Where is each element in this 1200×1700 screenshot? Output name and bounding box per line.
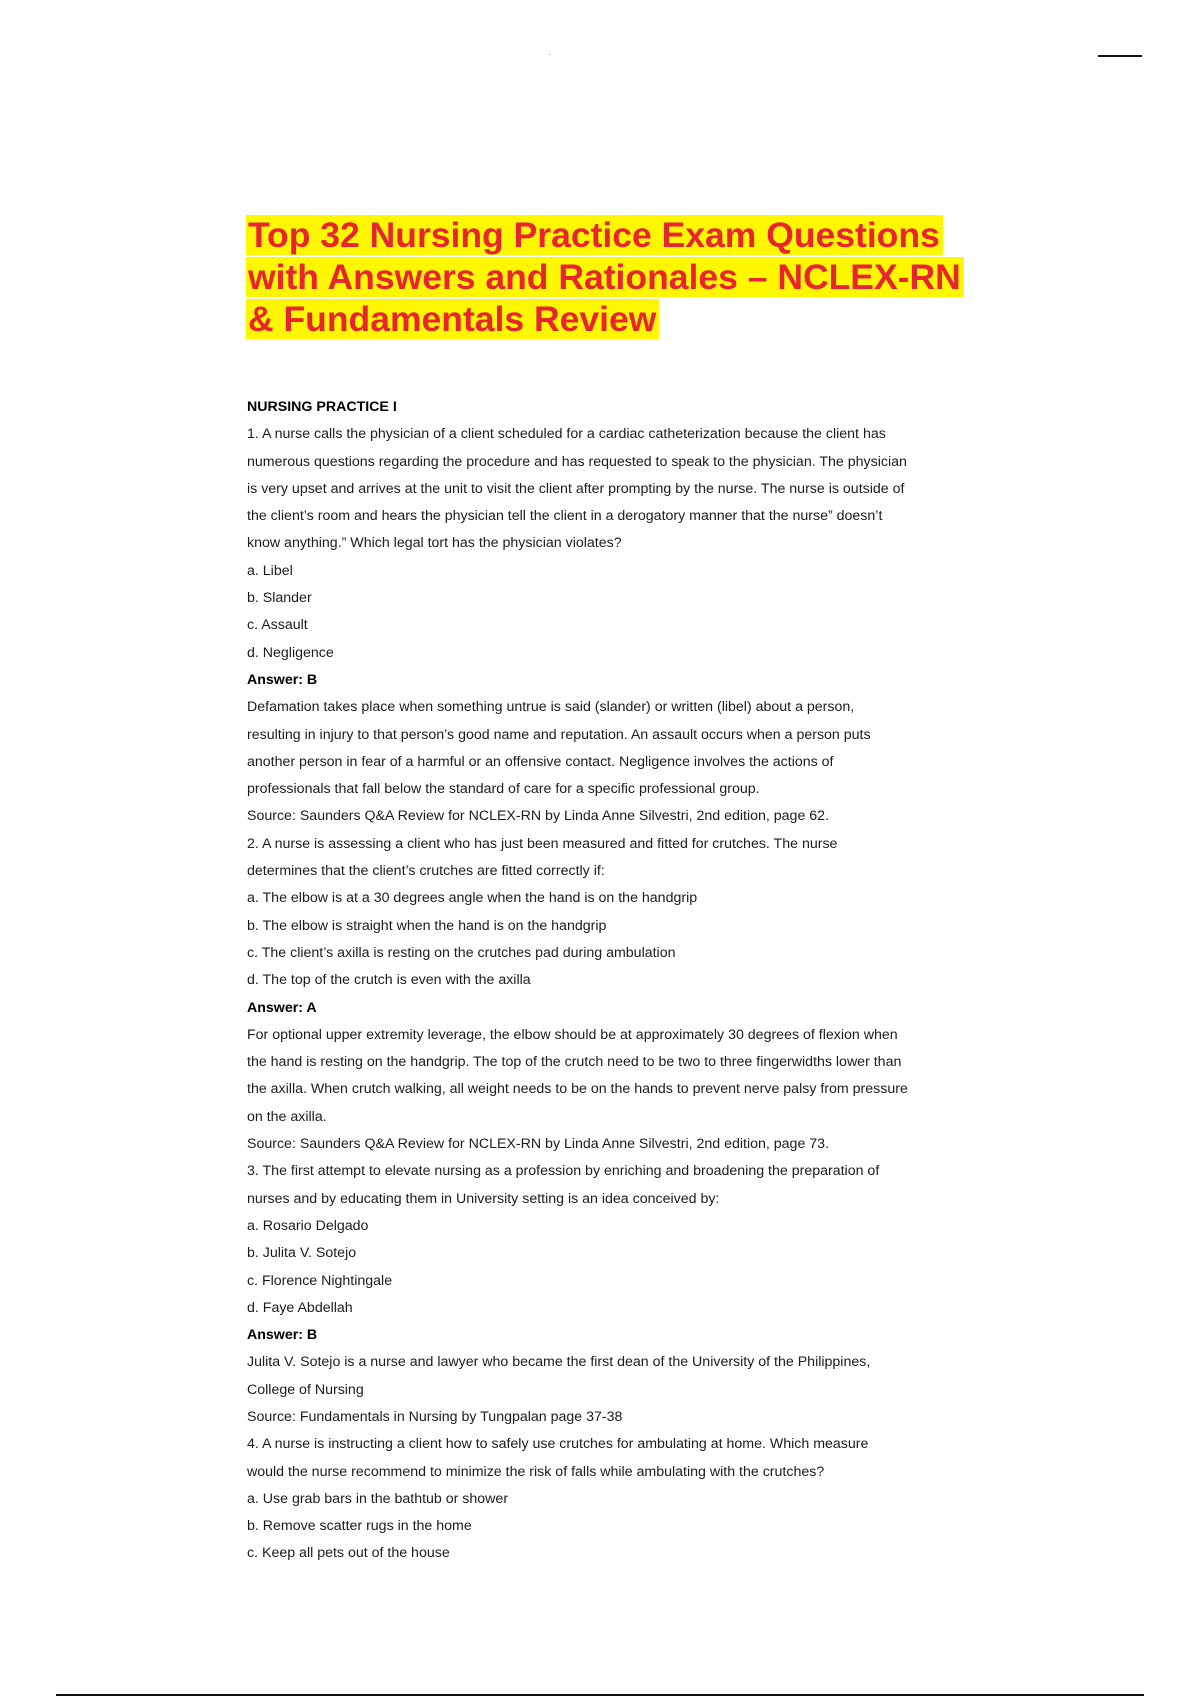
text-line: numerous questions regarding the procedure and has requested to speak to the physician. The physician (247, 453, 907, 470)
text-line: a. Rosario Delgado (247, 1217, 369, 1234)
text-line: a. The elbow is at a 30 degrees angle when the hand is on the handgrip (247, 890, 698, 907)
heading-line: Answer: B (247, 1327, 318, 1344)
text-line: For optional upper extremity leverage, the elbow should be at approximately 30 degrees of flexion when (247, 1026, 898, 1043)
text-line: another person in fear of a harmful or an offensive contact. Negligence involves the actions of (247, 753, 834, 770)
text-line: c. Florence Nightingale (247, 1272, 393, 1289)
title-line: & Fundamentals Review (246, 299, 659, 339)
text-line: determines that the client’s crutches are fitted correctly if: (247, 863, 605, 880)
header-rule (1098, 55, 1142, 57)
text-line: professionals that fall below the standard of care for a specific professional group. (247, 781, 760, 798)
text-line: the axilla. When crutch walking, all weight needs to be on the hands to prevent nerve palsy from pressure (247, 1081, 908, 1098)
text-line: 1. A nurse calls the physician of a client scheduled for a cardiac catheterization because the client has (247, 426, 886, 443)
text-line: c. Keep all pets out of the house (247, 1545, 450, 1562)
text-line: d. Faye Abdellah (247, 1299, 353, 1316)
text-line: the client’s room and hears the physician tell the client in a derogatory manner that the nurse” doesn’t (247, 508, 883, 525)
text-line: is very upset and arrives at the unit to visit the client after prompting by the nurse. The nurse is outside of (247, 480, 905, 497)
page-mark-dot (549, 54, 550, 55)
text-line: 3. The first attempt to elevate nursing as a profession by enriching and broadening the preparation of (247, 1163, 880, 1180)
heading-line: NURSING PRACTICE I (247, 399, 397, 415)
footer-rule (56, 1694, 1144, 1696)
text-line: b. The elbow is straight when the hand is on the handgrip (247, 917, 607, 934)
title-line: Top 32 Nursing Practice Exam Questions (246, 215, 943, 255)
title-line: with Answers and Rationales – NCLEX-RN (246, 257, 964, 297)
text-line: know anything.” Which legal tort has the physician violates? (247, 535, 622, 552)
text-line: d. Negligence (247, 644, 334, 661)
text-line: resulting in injury to that person’s good name and reputation. An assault occurs when a person puts (247, 726, 871, 743)
text-line: b. Remove scatter rugs in the home (247, 1518, 472, 1535)
text-line: College of Nursing (247, 1381, 364, 1398)
text-line: b. Julita V. Sotejo (247, 1245, 357, 1262)
text-line: Source: Saunders Q&A Review for NCLEX-RN by Linda Anne Silvestri, 2nd edition, page 62. (247, 808, 830, 825)
text-line: Julita V. Sotejo is a nurse and lawyer who became the first dean of the University of the Philippines, (247, 1354, 871, 1371)
text-line: b. Slander (247, 590, 312, 607)
text-line: on the axilla. (247, 1108, 327, 1125)
document-title (246, 214, 1006, 340)
text-line: the hand is resting on the handgrip. The top of the crutch need to be two to three fingerwidths lower than (247, 1054, 902, 1071)
text-line: a. Libel (247, 562, 293, 579)
text-line: would the nurse recommend to minimize the risk of falls while ambulating with the crutches? (247, 1463, 825, 1480)
heading-line: Answer: B (247, 671, 318, 688)
text-line: Defamation takes place when something untrue is said (slander) or written (libel) about a person, (247, 699, 855, 716)
text-line: a. Use grab bars in the bathtub or shower (247, 1490, 509, 1507)
text-line: 2. A nurse is assessing a client who has just been measured and fitted for crutches. The nurse (247, 835, 838, 852)
text-line: Source: Fundamentals in Nursing by Tungpalan page 37-38 (247, 1408, 623, 1425)
document-body (247, 394, 987, 1568)
text-line: d. The top of the crutch is even with the axilla (247, 972, 531, 989)
text-line: c. Assault (247, 617, 308, 634)
heading-line: Answer: A (247, 999, 317, 1016)
text-line: c. The client’s axilla is resting on the crutches pad during ambulation (247, 944, 676, 961)
text-line: nurses and by educating them in University setting is an idea conceived by: (247, 1190, 720, 1207)
text-line: Source: Saunders Q&A Review for NCLEX-RN by Linda Anne Silvestri, 2nd edition, page 73. (247, 1136, 830, 1153)
text-line: 4. A nurse is instructing a client how to safely use crutches for ambulating at home. Which measure (247, 1436, 869, 1453)
